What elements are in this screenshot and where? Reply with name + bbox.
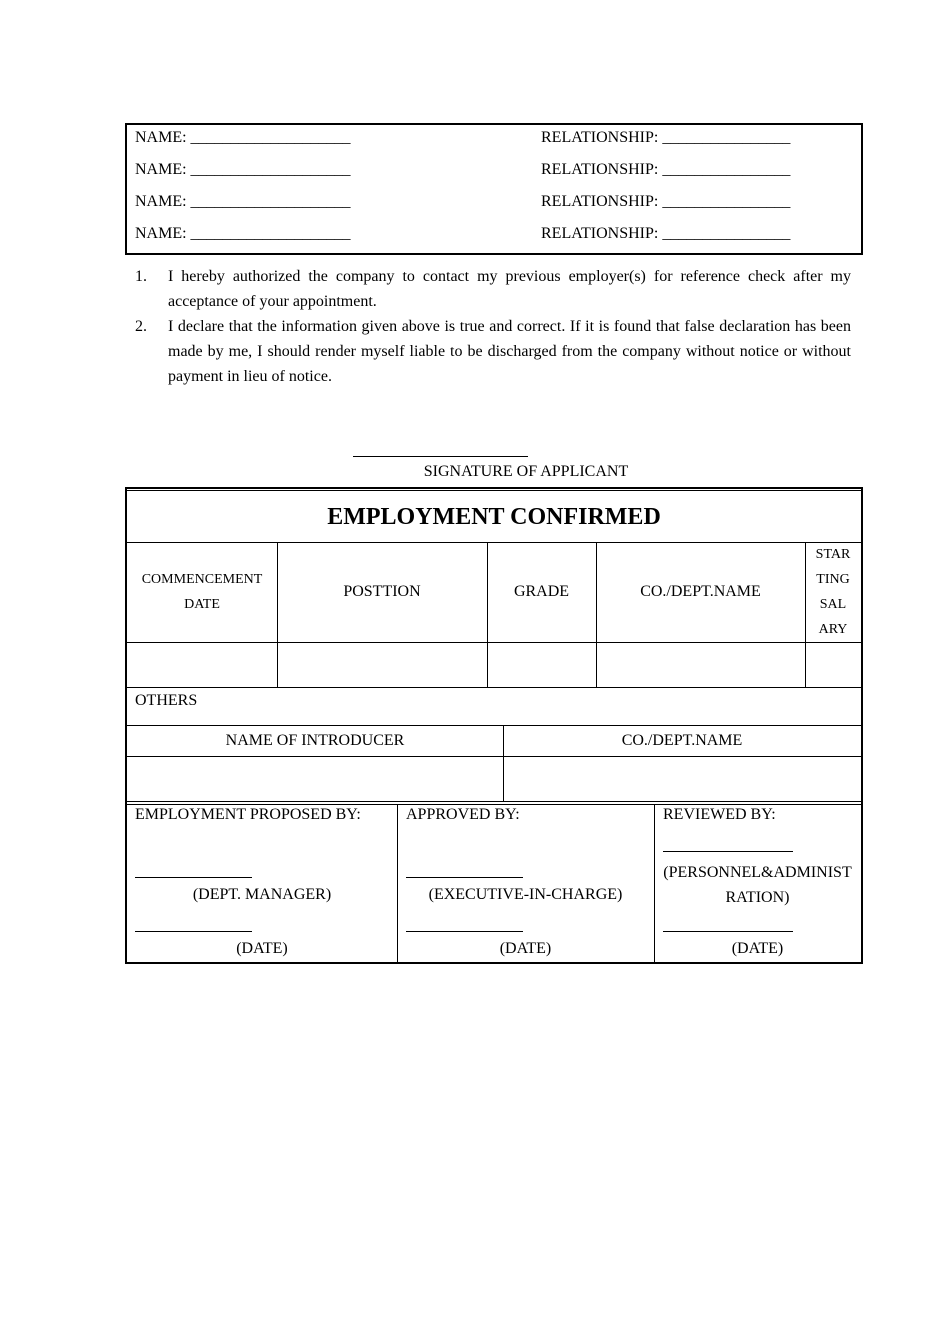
divider <box>127 801 861 802</box>
family-members-box <box>125 123 863 255</box>
approved-by-label: APPROVED BY: <box>406 806 520 823</box>
dept-manager-label: (DEPT. MANAGER) <box>192 886 332 903</box>
proposed-date-line[interactable] <box>135 931 252 932</box>
declaration-text: I hereby authorized the company to contact my previous employer(s) for reference check after my acceptance of your appointment. <box>168 268 851 310</box>
starting-salary-header: STARTING SALARY <box>815 547 851 637</box>
family-name-field-2[interactable]: NAME: ____________________ <box>135 161 351 178</box>
applicant-signature-line[interactable] <box>353 456 528 457</box>
family-relationship-field-3[interactable]: RELATIONSHIP: ________________ <box>541 193 791 210</box>
family-name-field-1[interactable]: NAME: ____________________ <box>135 129 351 146</box>
reviewed-date-line[interactable] <box>663 931 793 932</box>
employment-confirmed-title: EMPLOYMENT CONFIRMED <box>127 490 861 543</box>
introducer-dept-header: CO./DEPT.NAME <box>621 731 743 749</box>
declaration-item-1 <box>135 264 851 314</box>
approved-date-line[interactable] <box>406 931 523 932</box>
employment-confirmed-box <box>125 487 863 964</box>
reviewed-by-label: REVIEWED BY: <box>663 806 776 823</box>
introducer-dept-input[interactable] <box>503 756 861 801</box>
position-header: POSTTION <box>343 583 421 600</box>
executive-signature-line[interactable] <box>406 877 523 878</box>
introducer-name-header: NAME OF INTRODUCER <box>225 731 405 749</box>
declaration-text: I declare that the information given above is true and correct. If it is found that false declaration has been made by me, I should render myself liable to be discharged from the company without notice or without payment in lieu of notice. <box>168 318 851 385</box>
family-name-field-3[interactable]: NAME: ____________________ <box>135 193 351 210</box>
family-name-field-4[interactable]: NAME: ____________________ <box>135 225 351 242</box>
dept-name-input[interactable] <box>596 642 805 687</box>
grade-header: GRADE <box>513 583 570 600</box>
reviewed-date-label: (DATE) <box>731 940 784 957</box>
dept-manager-signature-line[interactable] <box>135 877 252 878</box>
dept-name-header: CO./DEPT.NAME <box>640 583 761 600</box>
approved-date-label: (DATE) <box>499 940 552 957</box>
commencement-date-header: COMMENCEMENT DATE <box>141 572 263 612</box>
personnel-signature-line[interactable] <box>663 851 793 852</box>
starting-salary-input[interactable] <box>805 642 861 687</box>
commencement-date-input[interactable] <box>127 642 277 687</box>
proposed-date-label: (DATE) <box>236 940 288 957</box>
proposed-by-label: EMPLOYMENT PROPOSED BY: <box>135 806 361 823</box>
family-relationship-field-1[interactable]: RELATIONSHIP: ________________ <box>541 129 791 146</box>
others-label: OTHERS <box>135 692 198 709</box>
introducer-name-input[interactable] <box>127 756 503 801</box>
declaration-number: 2. <box>135 318 147 335</box>
divider <box>127 687 861 688</box>
family-relationship-field-2[interactable]: RELATIONSHIP: ________________ <box>541 161 791 178</box>
executive-label: (EXECUTIVE-IN-CHARGE) <box>428 886 623 903</box>
applicant-signature-label: SIGNATURE OF APPLICANT <box>423 463 629 480</box>
personnel-admin-label: (PERSONNEL&ADMINISTRATION) <box>663 864 852 906</box>
position-input[interactable] <box>277 642 487 687</box>
declaration-item-2 <box>135 314 851 389</box>
divider <box>127 804 861 805</box>
family-relationship-field-4[interactable]: RELATIONSHIP: ________________ <box>541 225 791 242</box>
declaration-number: 1. <box>135 268 147 285</box>
grade-input[interactable] <box>487 642 596 687</box>
divider <box>397 804 398 962</box>
